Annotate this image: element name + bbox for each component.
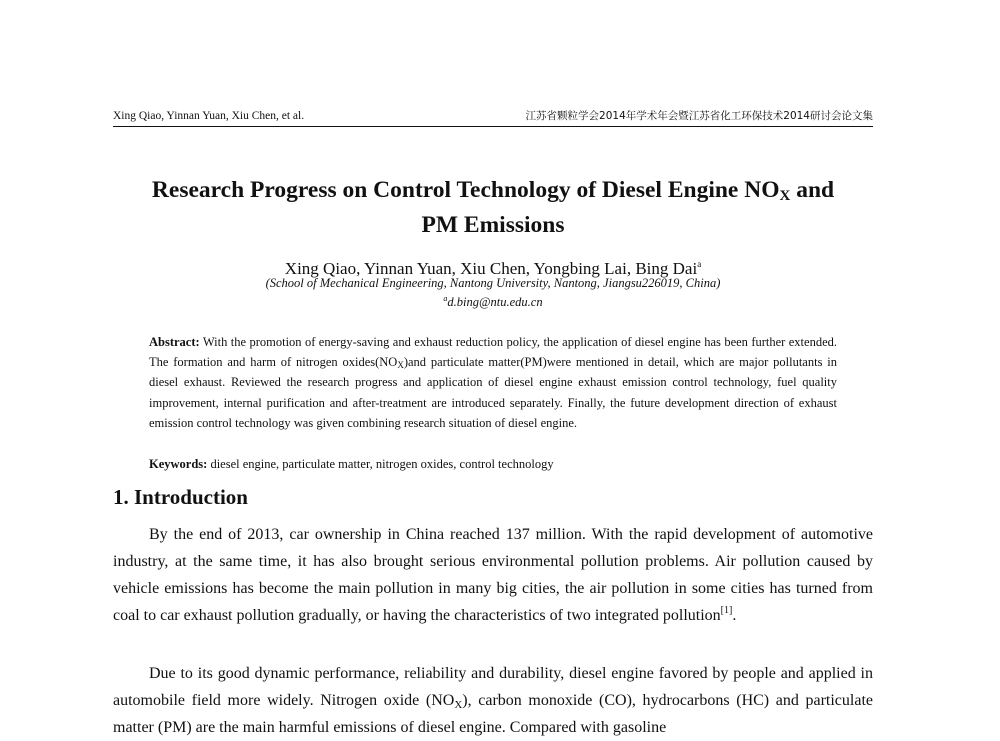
title-subscript: X bbox=[779, 188, 791, 204]
title-line1-text: Research Progress on Control Technology of Diesel Engine NO bbox=[151, 177, 780, 203]
author-names: Xing Qiao, Yinnan Yuan, Xiu Chen, Yongbing Lai, Bing Dai bbox=[284, 259, 698, 278]
corresponding-author-mark: a bbox=[697, 259, 702, 269]
abstract bbox=[149, 332, 837, 433]
intro-paragraph-2 bbox=[113, 660, 873, 741]
abstract-text-part1: With the promotion of energy-saving and exhaust reduction policy, the application of diesel engine has been further extended. The formation and harm of nitrogen oxides(NO bbox=[149, 335, 837, 370]
keywords bbox=[149, 455, 837, 473]
author-email-line bbox=[113, 291, 873, 310]
email-mark: a bbox=[443, 294, 448, 303]
paragraph1-text: By the end of 2013, car ownership in China reached 137 million. With the rapid development of automotive industry, at the same time, it has also brought serious environmental pollution problems. Air pollution caused by vehicle emissions has become the main pollution in many big cities, the air pollution in some cities has turned from coal to car exhaust pollution gradually, or having the characteristics of two integrated pollution bbox=[113, 526, 873, 624]
title-line1-end: and bbox=[790, 177, 835, 203]
abstract-text-part2: )and particulate matter(PM)were mentioned in detail, which are major pollutants in diesel exhaust. Reviewed the research progress and application of diesel engine exhaust emission control technology, fuel quality improvement, internal purification and after-treatment are introduced separately. Finally, the future development direction of exhaust emission control technology was given combining research situation of diesel engine. bbox=[149, 355, 837, 430]
keywords-text: diesel engine, particulate matter, nitrogen oxides, control technology bbox=[207, 457, 554, 471]
paragraph2-text-part1: Due to its good dynamic performance, reliability and durability, diesel engine favored by people and applied in automobile field more widely. Nitrogen oxide (NO bbox=[113, 665, 873, 709]
citation-1[interactable]: [1] bbox=[720, 605, 733, 616]
paragraph2-text-part2: ), carbon monoxide (CO), hydrocarbons (HC) and particulate matter (PM) are the main harmful emissions of diesel engine. Compared with gasoline bbox=[113, 692, 874, 736]
running-header-proceedings: 江苏省颗粒学会2014年学术年会暨江苏省化工环保技术2014研讨会论文集 bbox=[525, 110, 873, 122]
abstract-subscript: X bbox=[397, 360, 404, 371]
running-header-authors: Xing Qiao, Yinnan Yuan, Xiu Chen, et al. bbox=[113, 110, 305, 122]
section-heading-introduction: 1. Introduction bbox=[113, 485, 248, 509]
running-header bbox=[113, 109, 873, 123]
author-email: d.bing@ntu.edu.cn bbox=[447, 295, 543, 309]
abstract-label: Abstract: bbox=[149, 335, 200, 349]
title-line2: PM Emissions bbox=[421, 212, 565, 238]
paragraph2-subscript: X bbox=[454, 699, 463, 711]
paper-title bbox=[113, 176, 873, 240]
intro-paragraph-1 bbox=[113, 521, 873, 629]
author-affiliation: (School of Mechanical Engineering, Nantong University, Nantong, Jiangsu226019, China) bbox=[265, 276, 721, 290]
keywords-label: Keywords: bbox=[149, 457, 208, 471]
paragraph1-end: . bbox=[732, 607, 737, 624]
header-divider bbox=[113, 126, 873, 127]
